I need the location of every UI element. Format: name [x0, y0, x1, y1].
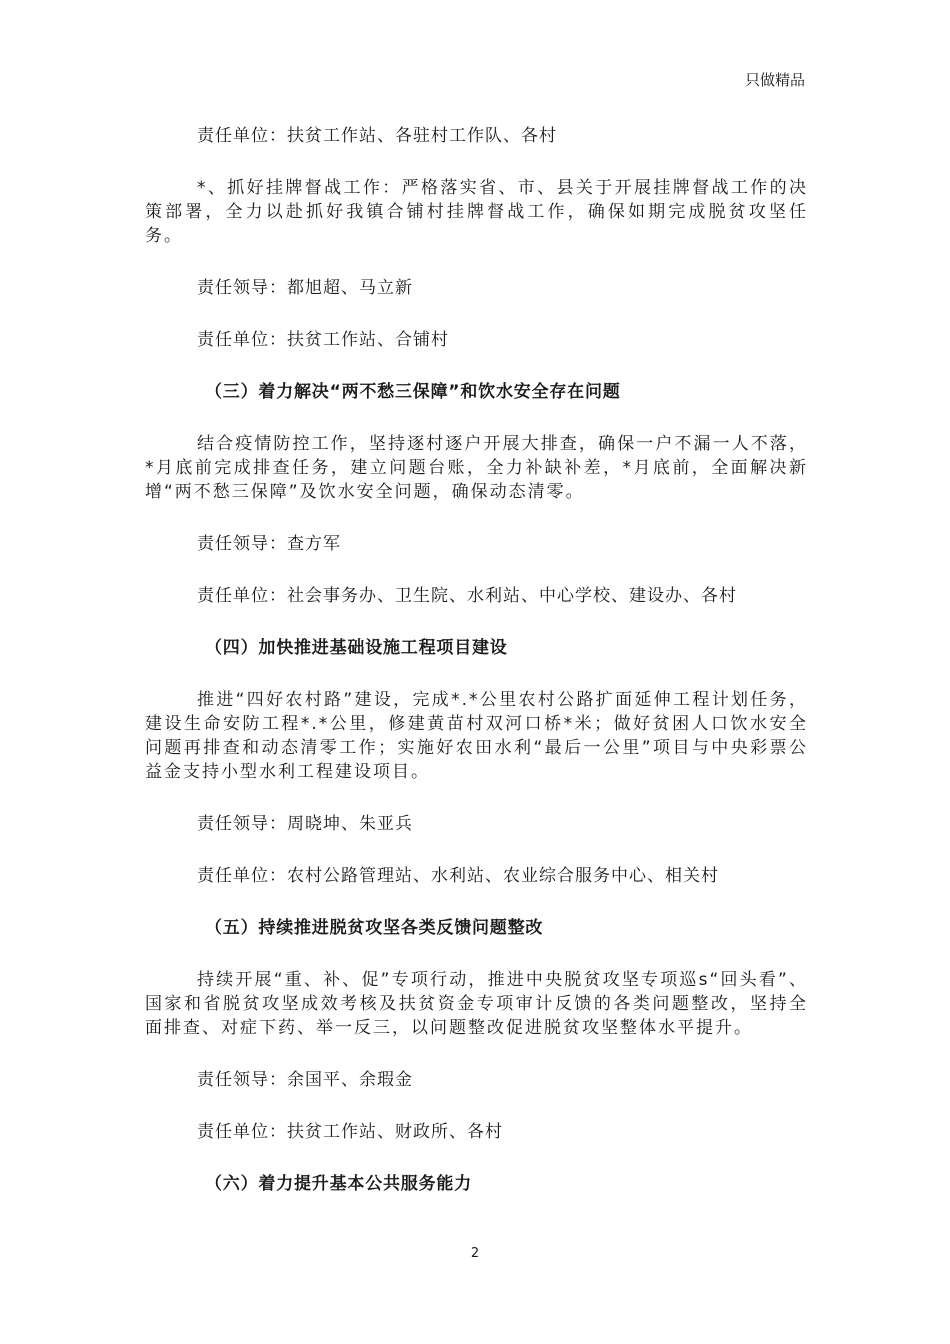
page-number: 2 [470, 1246, 480, 1261]
responsible-unit-line: 责任单位：扶贫工作站、各驻村工作队、各村 [197, 126, 557, 146]
section-heading-3: （三）着力解决“两不愁三保障”和饮水安全存在问题 [205, 382, 621, 402]
paragraph-rectification: 持续开展“重、补、促”专项行动，推进中央脱贫攻坚专项巡s“回头看”、国家和省脱贫攻坚成效考核及扶贫资金专项审计反馈的各类问题整改，坚持全面排查、对症下药、举一反三，以问题整改促进脱贫攻坚整体水平提升。 [145, 970, 808, 1038]
responsible-unit-line: 责任单位：扶贫工作站、合铺村 [197, 330, 449, 350]
section-heading-6: （六）着力提升基本公共服务能力 [205, 1174, 472, 1194]
responsible-unit-line: 责任单位：社会事务办、卫生院、水利站、中心学校、建设办、各村 [197, 586, 737, 606]
document-body [145, 124, 808, 1196]
responsible-leader-line: 责任领导：余国平、余瑕金 [197, 1070, 413, 1090]
responsible-unit-line: 责任单位：农村公路管理站、水利站、农业综合服务中心、相关村 [197, 866, 719, 886]
section-heading-5: （五）持续推进脱贫攻坚各类反馈问题整改 [205, 918, 544, 938]
responsible-leader-line: 责任领导：都旭超、马立新 [197, 278, 413, 298]
responsible-leader-line: 责任领导：查方军 [197, 534, 341, 554]
paragraph-epidemic-screening: 结合疫情防控工作，坚持逐村逐户开展大排查，确保一户不漏一人不落，*月底前完成排查任务，建立问题台账，全力补缺补差，*月底前，全面解决新增“两不愁三保障”及饮水安全问题，确保动态清零。 [145, 434, 808, 502]
responsible-leader-line: 责任领导：周晓坤、朱亚兵 [197, 814, 413, 834]
section-heading-4: （四）加快推进基础设施工程项目建设 [205, 638, 508, 658]
paragraph-infrastructure: 推进“四好农村路”建设，完成*.*公里农村公路扩面延伸工程计划任务，建设生命安防工程*.*公里，修建黄苗村双河口桥*米；做好贫困人口饮水安全问题再排查和动态清零工作；实施好农田水利“最后一公里”项目与中央彩票公益金支持小型水利工程建设项目。 [145, 690, 808, 782]
paragraph-guapai-duzhan: *、抓好挂牌督战工作：严格落实省、市、县关于开展挂牌督战工作的决策部署，全力以赴抓好我镇合铺村挂牌督战工作，确保如期完成脱贫攻坚任务。 [145, 178, 808, 246]
header-note: 只做精品 [744, 71, 805, 89]
responsible-unit-line: 责任单位：扶贫工作站、财政所、各村 [197, 1122, 503, 1142]
